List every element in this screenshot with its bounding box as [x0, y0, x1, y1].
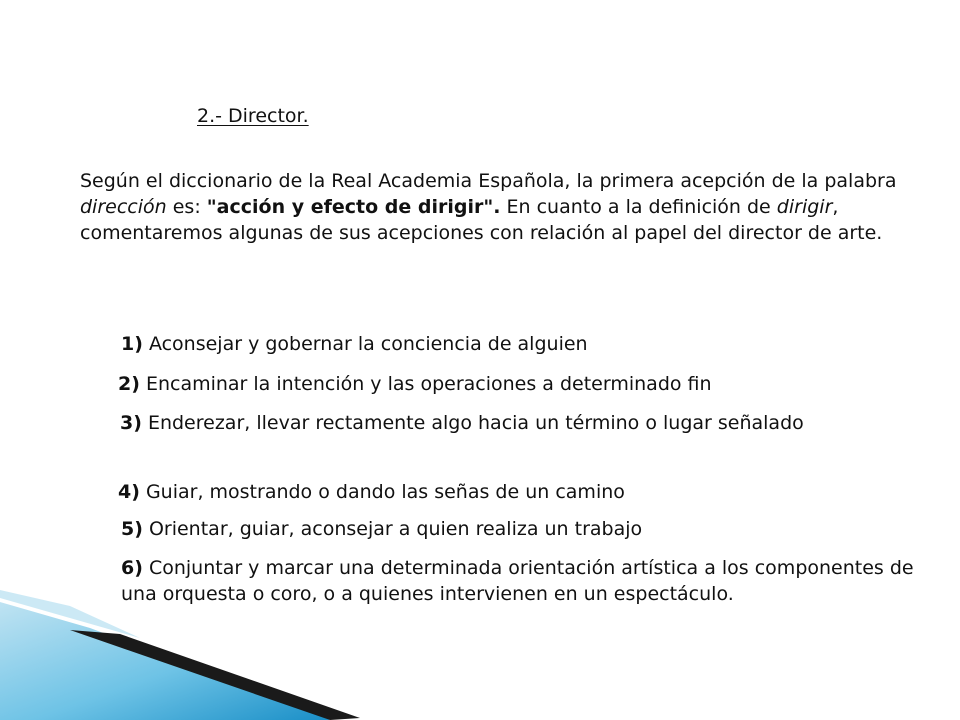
list-item: [121, 516, 901, 542]
intro-text-4: , comentaremos algunas de sus acepciones con relación al papel del director de arte.: [80, 196, 883, 244]
list-item: [120, 410, 880, 436]
intro-text-3: En cuanto a la definición de: [500, 196, 777, 218]
item-text: Conjuntar y marcar una determinada orientación artística a los componentes de una orquesta o coro, o a quienes intervienen en un espectáculo.: [121, 557, 914, 605]
intro-text-2: es:: [166, 196, 207, 218]
intro-text-1: Según el diccionario de la Real Academia Española, la primera acepción de la palabra: [80, 170, 897, 192]
item-text: Enderezar, llevar rectamente algo hacia un término o lugar señalado: [141, 412, 804, 434]
item-number: 5): [121, 518, 143, 540]
intro-term-direccion: dirección: [80, 196, 167, 218]
item-text: Encaminar la intención y las operaciones a determinado fin: [139, 373, 712, 395]
item-number: 4): [118, 481, 140, 503]
intro-paragraph: [80, 168, 900, 246]
intro-term-dirigir: dirigir: [776, 196, 833, 218]
item-number: 1): [121, 333, 143, 355]
slide-title: 2.- Director.: [197, 105, 309, 127]
list-item: [118, 371, 908, 397]
list-item: [118, 479, 908, 505]
decorative-swoosh: [0, 560, 360, 720]
item-text: Aconsejar y gobernar la conciencia de alguien: [142, 333, 588, 355]
list-item: [121, 331, 901, 357]
intro-quote: "acción y efecto de dirigir".: [206, 196, 501, 218]
item-text: Guiar, mostrando o dando las señas de un camino: [139, 481, 625, 503]
item-number: 3): [120, 412, 142, 434]
item-number: 6): [121, 557, 143, 579]
item-number: 2): [118, 373, 140, 395]
item-text: Orientar, guiar, aconsejar a quien realiza un trabajo: [142, 518, 643, 540]
